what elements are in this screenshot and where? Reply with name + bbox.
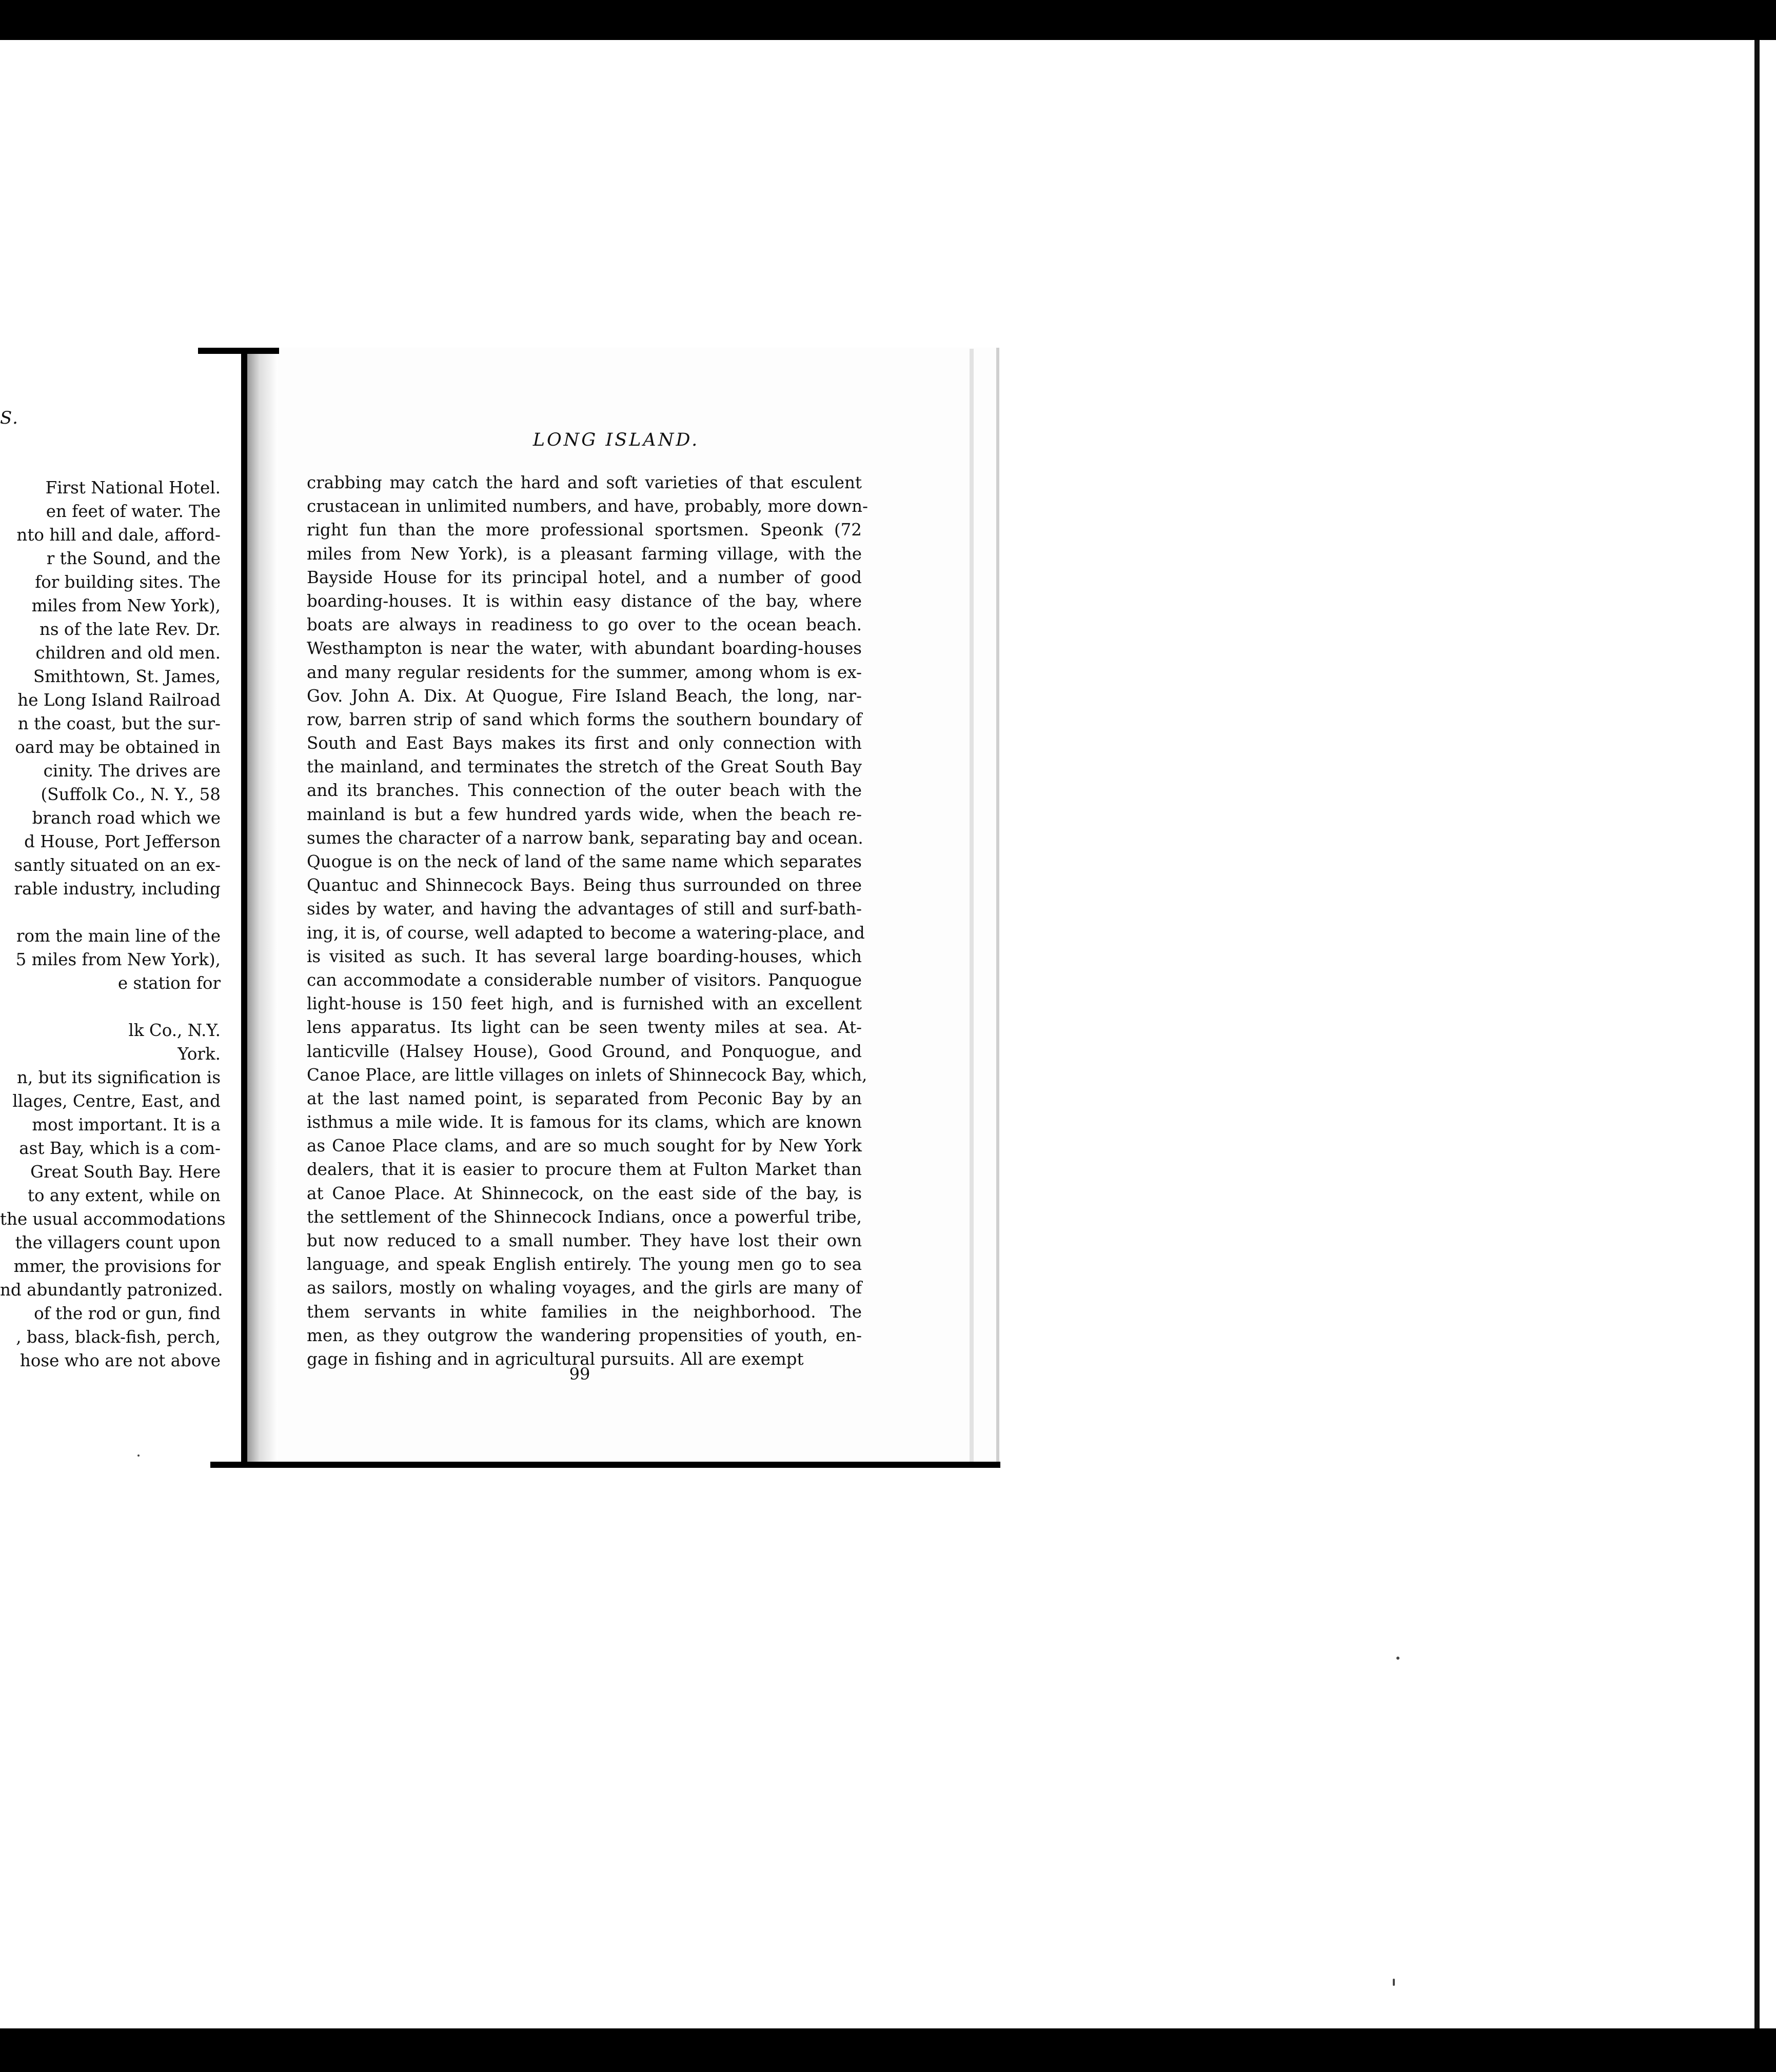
bracket-bottom (210, 1462, 1000, 1468)
text-line: Westhampton is near the water, with abundant boarding-houses (307, 639, 862, 659)
left-text-line: most important. It is a (32, 1115, 221, 1134)
left-text-line (0, 995, 221, 1019)
text-line: at the last named point, is separated from Peconic Bay by an (307, 1088, 862, 1108)
left-text-line: cinity. The drives are (43, 761, 221, 781)
text-line: boats are always in readiness to go over to the ocean beach. (307, 615, 862, 635)
left-text-line: lk Co., N.Y. (128, 1021, 221, 1040)
text-line: ing, it is, of course, well adapted to become a watering-place, and (307, 923, 865, 943)
left-text-line: nto hill and dale, afford- (16, 525, 221, 545)
text-line: can accommodate a considerable number of visitors. Panquogue (307, 970, 862, 990)
left-text-line: Smithtown, St. James, (33, 667, 221, 686)
left-text-line: he Long Island Railroad (17, 690, 221, 710)
left-text-line: d House, Port Jefferson (24, 832, 221, 851)
text-line: as sailors, mostly on whaling voyages, and the girls are many of (307, 1278, 862, 1298)
text-line: at Canoe Place. At Shinnecock, on the east side of the bay, is (307, 1183, 862, 1203)
text-line: language, and speak English entirely. The young men go to sea (307, 1254, 862, 1274)
left-text-line: (Suffolk Co., N. Y., 58 (41, 785, 221, 804)
left-text-line: branch road which we (32, 808, 221, 828)
left-text-line: santly situated on an ex- (14, 855, 221, 875)
left-text-line: the villagers count upon (15, 1233, 221, 1252)
text-line: them servants in white families in the neighborhood. The (307, 1302, 862, 1322)
text-line: is visited as such. It has several large boarding-houses, which (307, 946, 862, 966)
text-line: and many regular residents for the summer, among whom is ex- (307, 662, 862, 682)
text-line: lens apparatus. Its light can be seen twenty miles at sea. At- (307, 1018, 862, 1038)
book-spine (241, 348, 247, 1468)
text-line: Quogue is on the neck of land of the same name which separates (307, 852, 862, 871)
text-line: sides by water, and having the advantages of still and surf-bath- (307, 899, 862, 919)
text-line: lanticville (Halsey House), Good Ground, and Ponquogue, and (307, 1041, 862, 1061)
left-page-text (0, 476, 226, 1372)
text-line: boarding-houses. It is within easy distance of the bay, where (307, 591, 862, 611)
left-text-line: rable industry, including (14, 879, 221, 899)
text-line: mainland is but a few hundred yards wide, when the beach re- (307, 804, 862, 824)
text-line: Gov. John A. Dix. At Quogue, Fire Island Beach, the long, nar- (307, 686, 862, 706)
left-text-line: Great South Bay. Here (30, 1162, 221, 1182)
text-line: the mainland, and terminates the stretch of the Great South Bay (307, 757, 862, 777)
left-text-line: r the Sound, and the (46, 549, 221, 568)
gutter-shadow (247, 354, 278, 1467)
left-text-line: mmer, the provisions for (13, 1257, 221, 1276)
left-text-line: rom the main line of the (16, 926, 221, 946)
left-text-line: to any extent, while on (27, 1186, 221, 1205)
left-text-line: nd abundantly patronized. (0, 1280, 223, 1300)
left-text-line (0, 901, 221, 924)
running-head: LONG ISLAND. (532, 430, 700, 450)
bracket-top (198, 348, 279, 354)
left-text-line: children and old men. (35, 643, 221, 663)
left-text-line: York. (177, 1044, 221, 1064)
scan-speck (137, 1455, 140, 1457)
left-text-line: , bass, black-fish, perch, (16, 1327, 221, 1347)
body-text (307, 471, 868, 1371)
text-line: the settlement of the Shinnecock Indians, once a powerful tribe, (307, 1207, 862, 1227)
text-line: Quantuc and Shinnecock Bays. Being thus surrounded on three (307, 875, 862, 895)
left-text-line: n, but its signification is (17, 1068, 221, 1087)
left-text-line: ast Bay, which is a com- (19, 1139, 221, 1158)
scan-border-top (0, 0, 1776, 40)
text-line: South and East Bays makes its first and only connection with (307, 733, 862, 753)
text-line: crustacean in unlimited numbers, and have, probably, more down- (307, 496, 868, 516)
text-line: but now reduced to a small number. They have lost their own (307, 1231, 862, 1250)
text-line: crabbing may catch the hard and soft varieties of that esculent (307, 473, 862, 492)
left-text-line: llages, Centre, East, and (12, 1091, 221, 1111)
text-line: row, barren strip of sand which forms the southern boundary of (307, 709, 862, 729)
text-line: and its branches. This connection of the outer beach with the (307, 781, 862, 801)
scan-speck (1393, 1979, 1395, 1986)
scan-speck (1396, 1657, 1399, 1660)
text-line: gage in fishing and in agricultural pursuits. All are exempt (307, 1349, 804, 1369)
left-running-head: S. (0, 408, 19, 428)
left-text-line: miles from New York), (31, 596, 221, 615)
text-line: miles from New York), is a pleasant farming village, with the (307, 544, 862, 564)
left-text-line: of the rod or gun, find (34, 1304, 221, 1323)
text-line: dealers, that it is easier to procure them at Fulton Market than (307, 1160, 862, 1180)
page-number: 99 (569, 1364, 590, 1384)
left-text-line: en feet of water. The (46, 502, 221, 521)
left-text-line: the usual accommodations (0, 1209, 226, 1229)
left-text-line: e station for (117, 973, 221, 993)
text-line: light-house is 150 feet high, and is furnished with an excellent (307, 994, 862, 1014)
text-line: men, as they outgrow the wandering propensities of youth, en- (307, 1325, 862, 1345)
left-text-line: oard may be obtained in (15, 738, 221, 757)
text-line: Canoe Place, are little villages on inlets of Shinnecock Bay, which, (307, 1065, 867, 1085)
left-text-line: for building sites. The (35, 572, 221, 592)
left-text-line: ns of the late Rev. Dr. (39, 620, 221, 639)
left-text-line: n the coast, but the sur- (17, 714, 221, 733)
text-line: as Canoe Place clams, and are so much sought for by New York (307, 1136, 862, 1156)
scan-border-bottom (0, 2028, 1776, 2072)
text-line: Bayside House for its principal hotel, and a number of good (307, 567, 862, 587)
page-edge (970, 349, 974, 1462)
scan-border-right (1754, 40, 1760, 2028)
text-line: right fun than the more professional sportsmen. Speonk (72 (307, 520, 862, 540)
text-line: sumes the character of a narrow bank, separating bay and ocean. (307, 828, 863, 848)
text-line: isthmus a mile wide. It is famous for its clams, which are known (307, 1112, 862, 1132)
left-text-line: 5 miles from New York), (15, 950, 221, 969)
left-text-line: hose who are not above (19, 1351, 221, 1370)
left-text-line: First National Hotel. (45, 478, 221, 497)
